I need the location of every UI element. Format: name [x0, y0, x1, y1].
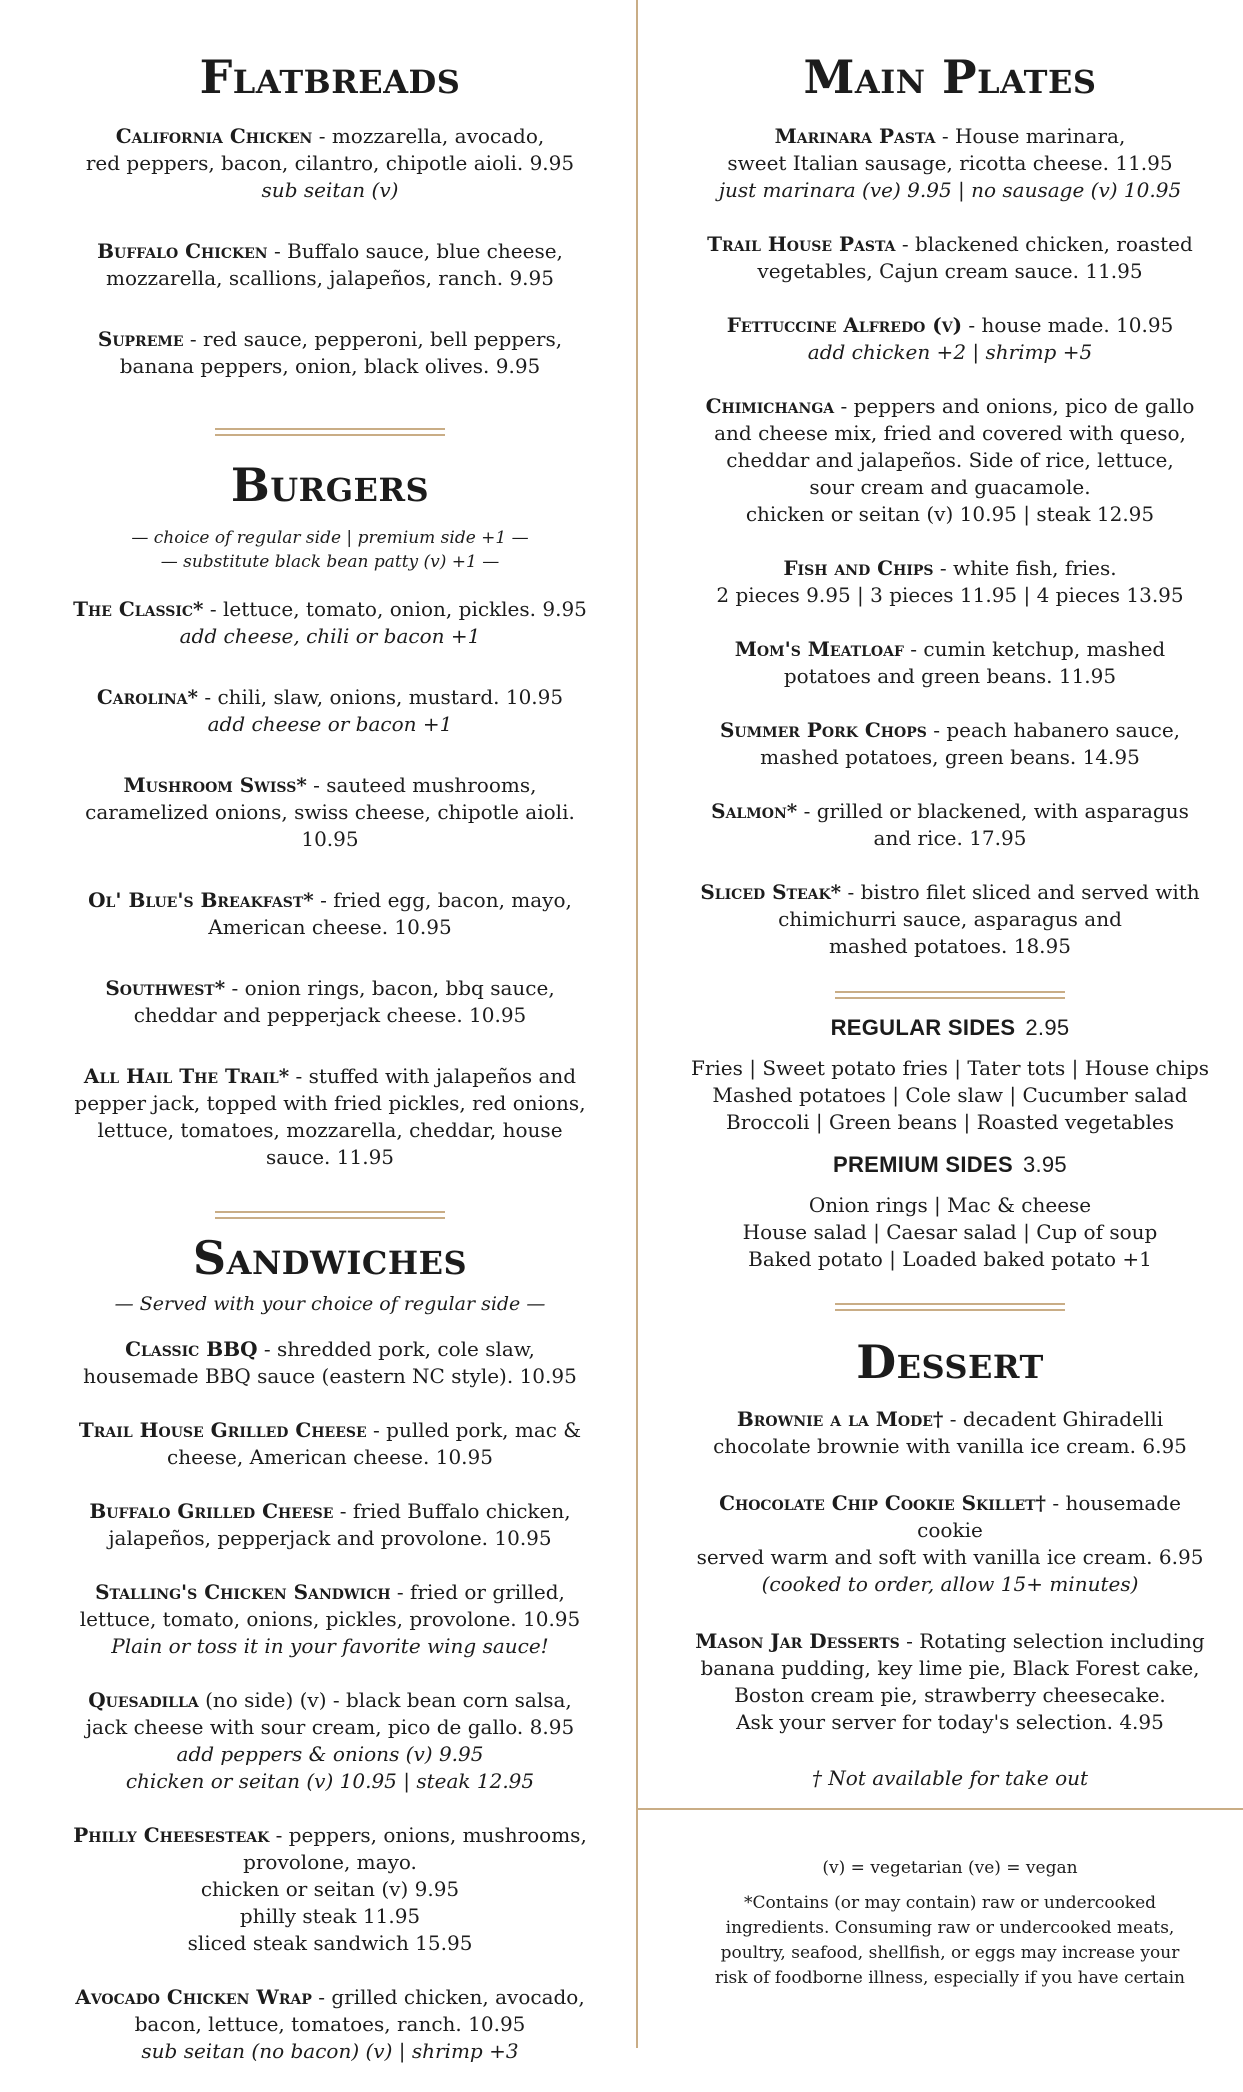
premium-sides-heading	[690, 1152, 1210, 1178]
menu-item-name: Summer Pork Chops	[719, 717, 927, 742]
regular-sides-line: Fries | Sweet potato fries | Tater tots | House chips	[690, 1055, 1210, 1080]
menu-item-line	[690, 1682, 1210, 1709]
dessert-list	[690, 1406, 1210, 1736]
menu-item-text: American cheese. 10.95	[208, 915, 452, 940]
menu-item-text: - House marinara,	[941, 123, 1126, 148]
menu-item-text: lettuce, tomatoes, mozzarella, cheddar, house	[97, 1118, 563, 1143]
menu-item-line	[690, 636, 1210, 663]
regular-sides-heading	[690, 1015, 1210, 1041]
menu-item-text: 2 pieces 9.95 | 3 pieces 11.95 | 4 pieces 13.95	[716, 582, 1184, 607]
menu-item-text: Boston cream pie, strawberry cheesecake.	[734, 1682, 1166, 1707]
menu-item	[70, 887, 590, 941]
menu-item-text: - mozzarella, avocado,	[318, 123, 545, 148]
menu-item-text: cheddar and pepperjack cheese. 10.95	[133, 1003, 527, 1028]
menu-item-line	[690, 150, 1210, 177]
menu-item-line	[690, 312, 1210, 339]
menu-item-name: Marinara Pasta	[774, 123, 936, 148]
menu-item-line	[690, 393, 1210, 420]
menu-item-text: red peppers, bacon, cilantro, chipotle aioli. 9.95	[85, 150, 575, 175]
menu-item-line	[70, 150, 590, 177]
section-rule	[215, 428, 445, 436]
burgers-heading: Burgers	[230, 457, 430, 512]
menu-item-line	[70, 1090, 590, 1117]
menu-item-line	[70, 1579, 590, 1606]
menu-item-text: (no side) (v) - black bean corn salsa,	[205, 1687, 572, 1712]
menu-item	[70, 684, 590, 738]
burgers-list	[70, 596, 590, 1171]
menu-item-text: banana peppers, onion, black olives. 9.95	[119, 353, 541, 378]
menu-item-line	[690, 1655, 1210, 1682]
menu-item-name: California Chicken	[115, 123, 313, 148]
regular-sides-price: 2.95	[1025, 1014, 1070, 1040]
menu-item-option: add peppers & onions (v) 9.95	[176, 1741, 484, 1766]
menu-item-option: sub seitan (v)	[261, 177, 399, 202]
menu-item-line	[70, 1903, 590, 1930]
menu-item-text: - blackened chicken, roasted	[901, 231, 1193, 256]
menu-item-line	[690, 1406, 1210, 1433]
menu-item-name: Supreme	[97, 326, 184, 351]
premium-sides-price: 3.95	[1022, 1151, 1067, 1177]
menu-item	[70, 326, 590, 380]
menu-item-name: Carolina*	[96, 685, 198, 710]
disclaimer-line: risk of foodborne illness, especially if you have certain	[714, 1968, 1186, 1988]
menu-item	[70, 1063, 590, 1171]
dessert-heading: Dessert	[856, 1335, 1044, 1390]
menu-item-line	[690, 555, 1210, 582]
menu-item-name: Mushroom Swiss*	[123, 773, 307, 798]
menu-item-line	[690, 501, 1210, 528]
menu-item	[690, 312, 1210, 366]
menu-item-text: - pulled pork, mac &	[373, 1417, 582, 1442]
menu-item-line	[690, 231, 1210, 258]
menu-item	[70, 975, 590, 1029]
menu-item-text: - housemade cookie	[917, 1490, 1181, 1542]
menu-item-line	[70, 1063, 590, 1090]
menu-item	[690, 555, 1210, 609]
menu-item-line	[690, 1433, 1210, 1460]
menu-item-name: Mason Jar Desserts	[695, 1628, 900, 1653]
right-column	[690, 0, 1210, 1790]
menu-item-name: Buffalo Chicken	[97, 238, 268, 263]
menu-item-line	[690, 1709, 1210, 1736]
menu-item-text: - bistro filet sliced and served with	[847, 879, 1200, 904]
menu-item-text: potatoes and green beans. 11.95	[783, 663, 1117, 688]
premium-sides-list	[690, 1192, 1210, 1273]
menu-item-name: Buffalo Grilled Cheese	[89, 1498, 334, 1523]
menu-item-line	[690, 906, 1210, 933]
menu-item-name: Fish and Chips	[783, 555, 934, 580]
menu-item-line	[690, 879, 1210, 906]
menu-item-name: Sliced Steak*	[700, 879, 842, 904]
menu-item-option: add chicken +2 | shrimp +5	[807, 339, 1093, 364]
menu-item-text: - shredded pork, cole slaw,	[263, 1336, 535, 1361]
regular-sides-list	[690, 1055, 1210, 1136]
menu-item-line	[690, 798, 1210, 825]
menu-item-text: and cheese mix, fried and covered with queso,	[714, 420, 1186, 445]
menu-item-line	[690, 744, 1210, 771]
menu-item-text: - white fish, fries.	[939, 555, 1117, 580]
menu-item-line	[70, 1822, 590, 1849]
menu-item-line	[70, 1444, 590, 1471]
menu-item-line	[690, 933, 1210, 960]
menu-item-name: Fettuccine Alfredo (v)	[726, 312, 963, 337]
menu-item	[70, 1417, 590, 1471]
menu-item	[690, 231, 1210, 285]
menu-item-line	[690, 825, 1210, 852]
menu-item-name: Ol' Blue's Breakfast*	[88, 888, 314, 913]
menu-item-name: Mom's Meatloaf	[734, 636, 904, 661]
menu-item-text: - red sauce, pepperoni, bell peppers,	[189, 326, 563, 351]
menu-item-text: 10.95	[301, 827, 359, 852]
menu-item-line	[70, 799, 590, 826]
menu-item-line	[70, 1363, 590, 1390]
menu-item	[70, 596, 590, 650]
menu-item-line	[690, 447, 1210, 474]
menu-item-option: sub seitan (no bacon) (v) | shrimp +3	[141, 2038, 519, 2063]
menu-item-text: - peach habanero sauce,	[933, 717, 1181, 742]
menu-item	[690, 123, 1210, 204]
menu-item-text: chicken or seitan (v) 9.95	[200, 1876, 460, 1901]
menu-item-line	[70, 1144, 590, 1171]
menu-item-line	[70, 1002, 590, 1029]
menu-item-text: chicken or seitan (v) 10.95 | steak 12.95	[745, 501, 1155, 526]
menu-item-text: housemade BBQ sauce (eastern NC style). 10.95	[83, 1363, 577, 1388]
menu-item-text: - Buffalo sauce, blue cheese,	[273, 238, 563, 263]
menu-item-text: - onion rings, bacon, bbq sauce,	[231, 976, 555, 1001]
premium-sides-title: PREMIUM SIDES	[833, 1151, 1013, 1177]
menu-item-text: pepper jack, topped with fried pickles, red onions,	[74, 1091, 586, 1116]
premium-sides-line: Onion rings | Mac & cheese	[808, 1193, 1092, 1218]
menu-item	[690, 1406, 1210, 1460]
menu-item-line	[690, 420, 1210, 447]
menu-item-text: - sauteed mushrooms,	[313, 773, 537, 798]
menu-item	[70, 1984, 590, 2065]
menu-item-text: vegetables, Cajun cream sauce. 11.95	[757, 258, 1143, 283]
menu-item-text: - stuffed with jalapeños and	[295, 1064, 577, 1089]
menu-item-text: mozzarella, scallions, jalapeños, ranch. 9.95	[106, 265, 554, 290]
menu-item-option: Plain or toss it in your favorite wing sauce!	[111, 1633, 549, 1658]
menu-item-line	[70, 1417, 590, 1444]
menu-item-option: chicken or seitan (v) 10.95 | steak 12.95	[125, 1768, 535, 1793]
menu-item-line	[70, 1498, 590, 1525]
menu-item-text: - decadent Ghiradelli	[949, 1406, 1164, 1431]
main-plates-heading: Main Plates	[803, 50, 1097, 104]
menu-item-text: - fried egg, bacon, mayo,	[320, 888, 572, 913]
menu-item-line	[70, 772, 590, 799]
disclaimer-line: *Contains (or may contain) raw or undercooked	[743, 1893, 1157, 1913]
menu-item-text: banana pudding, key lime pie, Black Forest cake,	[700, 1655, 1200, 1680]
menu-item	[70, 772, 590, 853]
menu-item-text: sour cream and guacamole.	[809, 474, 1091, 499]
menu-item-text: chimichurri sauce, asparagus and	[778, 906, 1122, 931]
menu-item	[690, 879, 1210, 960]
diet-legend: (v) = vegetarian (ve) = vegan	[822, 1858, 1078, 1878]
premium-sides-line: Baked potato | Loaded baked potato +1	[748, 1247, 1152, 1272]
menu-item	[70, 1822, 590, 1957]
menu-item-line	[70, 1606, 590, 1633]
menu-item-line	[690, 1544, 1210, 1571]
menu-item-line	[70, 238, 590, 265]
menu-item-name: Classic BBQ	[125, 1336, 258, 1361]
menu-item-line	[70, 1687, 590, 1714]
menu-item-text: served warm and soft with vanilla ice cream. 6.95	[696, 1544, 1204, 1569]
menu-item-text: and rice. 17.95	[873, 825, 1027, 850]
menu-item-text: - chili, slaw, onions, mustard. 10.95	[204, 685, 564, 710]
menu-item-text: - fried Buffalo chicken,	[339, 1498, 571, 1523]
menu-item-name: Philly Cheesesteak	[73, 1822, 270, 1847]
menu-item-text: Ask your server for today's selection. 4.95	[736, 1709, 1164, 1734]
menu-item-line	[70, 1714, 590, 1741]
menu-item-text: - grilled or blackened, with asparagus	[803, 798, 1189, 823]
menu-item-name: Chimichanga	[705, 393, 835, 418]
menu-item-line	[70, 975, 590, 1002]
disclaimer-line: poultry, seafood, shellfish, or eggs may increase your	[720, 1943, 1180, 1963]
menu-item-line	[70, 826, 590, 853]
menu-item-text: cheese, American cheese. 10.95	[167, 1444, 493, 1469]
menu-item-name: Stalling's Chicken Sandwich	[95, 1579, 391, 1604]
menu-item-text: sauce. 11.95	[265, 1145, 395, 1170]
menu-item-line	[690, 474, 1210, 501]
menu-item	[690, 1490, 1210, 1598]
dagger-note: † Not available for take out	[811, 1765, 1089, 1790]
menu-item	[70, 1498, 590, 1552]
menu-item-line	[70, 353, 590, 380]
menu-item-option: (cooked to order, allow 15+ minutes)	[761, 1571, 1139, 1596]
menu-item-text: - house made. 10.95	[968, 312, 1174, 337]
menu-item-name: The Classic*	[73, 597, 204, 622]
menu-item-name: Trail House Grilled Cheese	[78, 1417, 367, 1442]
flatbreads-heading: Flatbreads	[199, 50, 461, 104]
menu-item	[70, 1579, 590, 1660]
menu-item-text: - grilled chicken, avocado,	[318, 1984, 585, 2009]
menu-item-text: - peppers and onions, pico de gallo	[840, 393, 1195, 418]
menu-item-name: Trail House Pasta	[707, 231, 896, 256]
menu-item-line	[70, 914, 590, 941]
menu-item-line	[690, 1490, 1210, 1544]
menu-item-name: All Hail The Trail*	[83, 1064, 290, 1089]
menu-item-line	[70, 1930, 590, 1957]
flatbreads-list	[70, 123, 590, 380]
menu-item-option: add cheese, chili or bacon +1	[179, 624, 481, 649]
section-rule	[835, 991, 1065, 999]
menu-item-name: Quesadilla	[88, 1687, 199, 1712]
menu-item-line	[70, 1336, 590, 1363]
menu-item-text: - cumin ketchup, mashed	[910, 636, 1166, 661]
menu-item	[690, 798, 1210, 852]
menu-item-line	[70, 265, 590, 292]
menu-item-line	[70, 684, 590, 711]
regular-sides-title: REGULAR SIDES	[830, 1014, 1016, 1040]
menu-item-name: Avocado Chicken Wrap	[75, 1984, 312, 2009]
menu-item-text: chocolate brownie with vanilla ice cream. 6.95	[713, 1433, 1187, 1458]
menu-item-line	[70, 1117, 590, 1144]
menu-item-text: provolone, mayo.	[243, 1849, 417, 1874]
menu-item-text: cheddar and jalapeños. Side of rice, lettuce,	[726, 447, 1174, 472]
menu-item-text: - lettuce, tomato, onion, pickles. 9.95	[209, 597, 587, 622]
column-divider	[636, 0, 638, 2048]
menu-item-text: jalapeños, pepperjack and provolone. 10.95	[108, 1525, 552, 1550]
menu-item	[690, 393, 1210, 528]
sandwiches-note: — Served with your choice of regular side —	[114, 1292, 546, 1315]
regular-sides-line: Mashed potatoes | Cole slaw | Cucumber salad	[712, 1082, 1188, 1107]
burgers-note-1: — choice of regular side | premium side +1 —	[131, 528, 529, 549]
menu-item-name: Chocolate Chip Cookie Skillet†	[719, 1490, 1046, 1515]
menu-item-line	[70, 1984, 590, 2011]
menu-item-line	[70, 1876, 590, 1903]
menu-item-name: Brownie a la Mode†	[736, 1406, 944, 1431]
regular-sides-line: Broccoli | Green beans | Roasted vegetables	[726, 1109, 1174, 1134]
section-rule	[215, 1211, 445, 1219]
menu-item-text: sweet Italian sausage, ricotta cheese. 11.95	[727, 150, 1173, 175]
food-safety-disclaimer	[690, 1891, 1210, 1991]
menu-item-text: mashed potatoes. 18.95	[829, 933, 1071, 958]
menu-item-line	[690, 123, 1210, 150]
footer	[690, 1856, 1210, 1991]
menu-item-line	[70, 596, 590, 623]
menu-item-text: sliced steak sandwich 15.95	[187, 1930, 473, 1955]
menu-item	[690, 636, 1210, 690]
main-plates-list	[690, 123, 1210, 960]
burgers-note-2: — substitute black bean patty (v) +1 —	[160, 552, 500, 573]
menu-item-name: Southwest*	[105, 976, 226, 1001]
menu-item-text: - peppers, onions, mushrooms,	[275, 1822, 587, 1847]
menu-item-text: philly steak 11.95	[239, 1903, 421, 1928]
section-rule	[835, 1303, 1065, 1311]
menu-item-line	[690, 258, 1210, 285]
menu-item-line	[690, 582, 1210, 609]
premium-sides-line: House salad | Caesar salad | Cup of soup	[742, 1220, 1158, 1245]
menu-item-text: - Rotating selection including	[906, 1628, 1205, 1653]
sandwiches-list	[70, 1336, 590, 2065]
menu-item-line	[690, 1628, 1210, 1655]
menu-item-text: - fried or grilled,	[396, 1579, 565, 1604]
menu-item-text: lettuce, tomato, onions, pickles, provolone. 10.95	[79, 1606, 581, 1631]
menu-item-text: caramelized onions, swiss cheese, chipotle aioli.	[85, 800, 575, 825]
menu-item-line	[70, 2011, 590, 2038]
menu-item-line	[70, 123, 590, 150]
menu-item	[70, 238, 590, 292]
footer-rule	[638, 1808, 1243, 1810]
menu-item	[70, 1687, 590, 1795]
menu-item-line	[690, 663, 1210, 690]
menu-item-option: just marinara (ve) 9.95 | no sausage (v) 10.95	[718, 177, 1182, 202]
menu-item-text: mashed potatoes, green beans. 14.95	[760, 744, 1140, 769]
menu-item	[690, 1628, 1210, 1736]
sandwiches-heading: Sandwiches	[192, 1231, 468, 1286]
menu-item-name: Salmon*	[711, 798, 798, 823]
menu-item-line	[70, 326, 590, 353]
menu-item-text: bacon, lettuce, tomatoes, ranch. 10.95	[134, 2011, 526, 2036]
menu-item	[690, 717, 1210, 771]
left-column	[70, 0, 590, 2092]
menu-item	[70, 123, 590, 204]
menu-item-line	[70, 1849, 590, 1876]
disclaimer-line: ingredients. Consuming raw or undercooked meats,	[725, 1918, 1175, 1938]
menu-item-option: add cheese or bacon +1	[207, 712, 453, 737]
menu-item-text: jack cheese with sour cream, pico de gallo. 8.95	[85, 1714, 575, 1739]
menu-item	[70, 1336, 590, 1390]
menu-item-line	[690, 717, 1210, 744]
menu-item-line	[70, 1525, 590, 1552]
menu-item-line	[70, 887, 590, 914]
